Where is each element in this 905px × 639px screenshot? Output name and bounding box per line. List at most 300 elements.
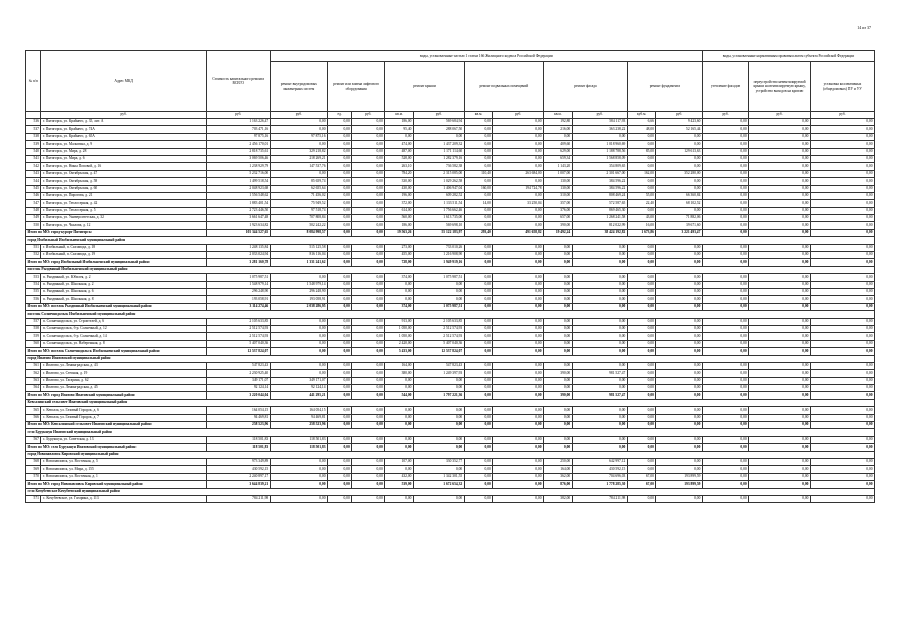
value-cell: 614,00	[385, 207, 414, 214]
value-cell: 0,00	[328, 215, 352, 222]
row-address: г. Новопавловск, ул. Восточная, д. 1	[41, 473, 206, 480]
value-cell: 0,00	[810, 407, 874, 414]
value-cell: 0,00	[810, 126, 874, 133]
value-cell: 0,00	[702, 495, 748, 502]
header-group-row	[26, 51, 875, 62]
value-cell: 0,00	[702, 222, 748, 229]
value-cell: 0,00	[627, 141, 656, 148]
value-cell: 0,00	[493, 348, 544, 355]
value-cell: 572 587,65	[572, 200, 627, 207]
value-cell: 0,00	[493, 436, 544, 443]
value-cell: 0,00	[413, 288, 464, 295]
value-cell: 0,00	[572, 325, 627, 332]
value-cell: 1 018 960,69	[572, 141, 627, 148]
value-cell: 1 029 262,58	[413, 178, 464, 185]
value-cell: 0,00	[702, 119, 748, 126]
value-cell: 642 997,12	[572, 458, 627, 465]
header-meters: установка коллективных (общедомовых) ПУ и УУ	[810, 62, 874, 112]
value-cell: 0,00	[749, 495, 811, 502]
table-row	[26, 215, 875, 222]
row-address: г. Пятигорск, ул. Чкалова, д. 12	[41, 222, 206, 229]
value-cell: 0,00	[656, 296, 702, 303]
row-address: г. Новопавловск, ул. Мира, д. 155	[41, 466, 206, 473]
value-cell: 110,40	[464, 170, 493, 177]
value-cell: 1 075 987,51	[206, 274, 270, 281]
value-cell: 0,00	[328, 414, 352, 421]
value-cell: 0,00	[749, 414, 811, 421]
value-cell: 0,00	[627, 362, 656, 369]
value-cell: 0,00	[749, 259, 811, 266]
value-cell: 0,00	[627, 407, 656, 414]
value-cell: 0,00	[493, 377, 544, 384]
row-address: с. Кевсала, ул. Газовый Городок, д. 6	[41, 407, 206, 414]
value-cell: 8 084 998,57	[270, 229, 327, 236]
value-cell: 0,00	[493, 133, 544, 140]
row-number: 557	[26, 318, 41, 325]
value-cell: 0,00	[627, 303, 656, 310]
value-cell: 0,00	[749, 348, 811, 355]
value-cell: 0,00	[328, 185, 352, 192]
value-cell: 0,00	[627, 466, 656, 473]
value-cell: 0,00	[810, 414, 874, 421]
value-cell: 0,00	[464, 288, 493, 295]
value-cell: 0,00	[464, 458, 493, 465]
value-cell: 515 125,58	[270, 244, 327, 251]
value-cell: 0,00	[702, 348, 748, 355]
value-cell: 973 349,89	[206, 458, 270, 465]
value-cell: 43,00	[627, 215, 656, 222]
value-cell: 0,00	[749, 163, 811, 170]
value-cell: 0,00	[656, 444, 702, 451]
value-cell: 160,00	[464, 185, 493, 192]
value-cell: 0,00	[656, 325, 702, 332]
value-cell: 6,66	[627, 119, 656, 126]
row-address: п. Рыздвяный, ул. Школьная, д. 8	[41, 296, 206, 303]
value-cell: 0,00	[544, 318, 573, 325]
row-number: 537	[26, 126, 41, 133]
value-cell: 1 249 397,93	[413, 370, 464, 377]
value-cell: 0,00	[572, 333, 627, 340]
value-cell: 0,00	[810, 207, 874, 214]
value-cell: 0,00	[572, 340, 627, 347]
value-cell: 0,00	[270, 126, 327, 133]
value-cell: 258 523,96	[270, 422, 327, 429]
value-cell: 0,00	[328, 163, 352, 170]
section-header-row	[26, 355, 875, 362]
value-cell: 0,00	[572, 274, 627, 281]
section-title: город Новопавловск Кировский муниципальный район	[26, 451, 875, 458]
value-cell: 5 407 040,36	[206, 340, 270, 347]
value-cell: 0,00	[270, 458, 327, 465]
value-cell: 0,00	[385, 296, 414, 303]
value-cell: 1 499 518,54	[206, 178, 270, 185]
value-cell: 2 512 574,93	[413, 325, 464, 332]
value-cell: 85 659,74	[270, 178, 327, 185]
value-cell: 0,00	[352, 126, 385, 133]
value-cell: 0,00	[464, 296, 493, 303]
value-cell: 0,00	[464, 126, 493, 133]
value-cell: 0,00	[464, 318, 493, 325]
value-cell: 1 216 908,90	[413, 252, 464, 259]
value-cell: 0,00	[328, 385, 352, 392]
value-cell: 0,00	[464, 407, 493, 414]
subtotal-label: Итого по МО: город Ипатово Ипатовский муниципальный район:	[26, 392, 207, 399]
value-cell: 0,00	[493, 466, 544, 473]
value-cell: 0,00	[352, 207, 385, 214]
table-row	[26, 126, 875, 133]
value-cell: 0,00	[572, 252, 627, 259]
value-cell: 330,00	[385, 178, 414, 185]
value-cell: 0,00	[328, 133, 352, 140]
row-address: п. Солнечнодольск, ул. Строителей, д. 6	[41, 318, 206, 325]
value-cell: 372,00	[385, 200, 414, 207]
value-cell: 0,00	[493, 274, 544, 281]
value-cell: 374,00	[385, 303, 414, 310]
value-cell: 0,00	[702, 192, 748, 199]
section-header-row	[26, 451, 875, 458]
row-address: п. Солнечнодольск, б-р. Солнечный, д. 12	[41, 325, 206, 332]
value-cell: 0,00	[749, 244, 811, 251]
row-number: 543	[26, 170, 41, 177]
value-cell: 0,00	[493, 207, 544, 214]
value-cell: 0,00	[493, 215, 544, 222]
value-cell: 0,00	[464, 163, 493, 170]
value-cell: 19 492,24	[544, 229, 573, 236]
value-cell: 0,00	[627, 259, 656, 266]
value-cell: 0,00	[627, 296, 656, 303]
row-address: г. Пятигорск, ул. Теплосерная, д. 42	[41, 200, 206, 207]
table-row	[26, 281, 875, 288]
value-cell: 97 875,16	[270, 133, 327, 140]
value-cell: 329 218,82	[270, 148, 327, 155]
value-cell: 0,00	[328, 481, 352, 488]
value-cell: 0,00	[810, 288, 874, 295]
value-cell: 0,00	[544, 407, 573, 414]
table-row	[26, 133, 875, 140]
value-cell: 0,00	[656, 495, 702, 502]
value-cell: 0,00	[464, 281, 493, 288]
table-row	[26, 178, 875, 185]
value-cell: 0,00	[702, 288, 748, 295]
value-cell: 0,00	[328, 473, 352, 480]
value-cell: 0,00	[656, 155, 702, 162]
value-cell: 0,00	[328, 303, 352, 310]
value-cell: 1 613 735,00	[413, 215, 464, 222]
value-cell: 0,00	[749, 296, 811, 303]
value-cell: 0,00	[810, 348, 874, 355]
table-row	[26, 222, 875, 229]
value-cell: 0,00	[464, 348, 493, 355]
value-cell: 362,00	[544, 473, 573, 480]
value-cell: 0,00	[810, 281, 874, 288]
value-cell: 0,00	[413, 495, 464, 502]
header-roof: ремонт крыши	[385, 62, 464, 112]
value-cell: 0,00	[702, 296, 748, 303]
value-cell: 105 344 527,65	[206, 229, 270, 236]
value-cell: 0,00	[702, 444, 748, 451]
section-title: село Бурукшун Ипатовский муниципальный район	[26, 429, 875, 436]
section-title: поселок Солнечнодольск Изобильненский муниципальный район	[26, 311, 875, 318]
value-cell: 0,00	[464, 481, 493, 488]
table-row	[26, 252, 875, 259]
value-cell: 0,00	[749, 126, 811, 133]
row-number: 555	[26, 288, 41, 295]
value-cell: 0,00	[702, 318, 748, 325]
header-group-a: виды, установленные частью 1 статьи 166 Жилищного кодекса Российской Федерации	[270, 51, 702, 62]
value-cell: 0,00	[328, 436, 352, 443]
value-cell: 0,00	[702, 414, 748, 421]
subtotal-label: Итого по МО: поселок Рыздвяный Изобильненский муниципальный район:	[26, 303, 207, 310]
value-cell: 1 342 301,55	[413, 473, 464, 480]
value-cell: 258 523,96	[206, 422, 270, 429]
value-cell: 528,00	[385, 155, 414, 162]
subtotal-row	[26, 229, 875, 236]
value-cell: 0,00	[810, 444, 874, 451]
table-row	[26, 288, 875, 295]
table-row	[26, 192, 875, 199]
value-cell: 22,40	[627, 200, 656, 207]
row-number: 571	[26, 495, 41, 502]
value-cell: 0,00	[627, 281, 656, 288]
value-cell: 0,00	[810, 163, 874, 170]
subtotal-row	[26, 422, 875, 429]
section-header-row	[26, 488, 875, 495]
value-cell: 193 899,59	[656, 473, 702, 480]
section-header-row	[26, 266, 875, 273]
value-cell: 0,00	[702, 473, 748, 480]
value-cell: 0,00	[572, 281, 627, 288]
value-cell: 384 596,22	[572, 178, 627, 185]
row-address: п. Рыздвяный, ул. Школьная, д. 2	[41, 281, 206, 288]
value-cell: 0,00	[493, 318, 544, 325]
row-address: п. Рыздвяный, ул. Юбилея, д. 2	[41, 274, 206, 281]
value-cell: 0,00	[572, 288, 627, 295]
value-cell: 0,00	[627, 155, 656, 162]
value-cell: 430 592,15	[572, 466, 627, 473]
value-cell: 5 232 716,00	[206, 170, 270, 177]
value-cell: 0,00	[352, 200, 385, 207]
value-cell: 1 050,00	[385, 325, 414, 332]
value-cell: 0,00	[352, 458, 385, 465]
row-number: 536	[26, 119, 41, 126]
value-cell: 0,00	[810, 392, 874, 399]
value-cell: 0,00	[810, 370, 874, 377]
table-row	[26, 458, 875, 465]
value-cell: 38 424 192,82	[572, 229, 627, 236]
row-address: г. Пятигорск, ул. Октябрьская, д. 60	[41, 185, 206, 192]
value-cell: 0,00	[464, 252, 493, 259]
section-header-row	[26, 311, 875, 318]
value-cell: 2 512 574,93	[413, 333, 464, 340]
value-cell: 0,00	[544, 340, 573, 347]
value-cell: 0,00	[656, 303, 702, 310]
value-cell: 0,00	[464, 370, 493, 377]
value-cell: 0,00	[749, 200, 811, 207]
value-cell: 0,00	[352, 348, 385, 355]
value-cell: 0,00	[328, 318, 352, 325]
value-cell: 164,00	[544, 466, 573, 473]
value-cell: 0,00	[385, 436, 414, 443]
row-address: г. Пятигорск, ул. Мира, д. 28	[41, 148, 206, 155]
value-cell: 609 282,52	[413, 192, 464, 199]
row-address: г. Пятигорск, ул. Малыгина, д. 9	[41, 141, 206, 148]
table-row	[26, 170, 875, 177]
value-cell: 0,00	[464, 414, 493, 421]
value-cell: 118 501,83	[270, 436, 327, 443]
value-cell: 0,00	[328, 229, 352, 236]
value-cell: 0,00	[464, 392, 493, 399]
value-cell: 0,00	[749, 207, 811, 214]
value-cell: 0,00	[352, 481, 385, 488]
value-cell: 1 568 858,09	[572, 155, 627, 162]
value-cell: 0,00	[810, 185, 874, 192]
value-cell: 118 501,83	[270, 444, 327, 451]
value-cell: 0,00	[352, 141, 385, 148]
value-cell: 0,00	[810, 340, 874, 347]
value-cell: 0,00	[464, 385, 493, 392]
value-cell: 0,00	[702, 436, 748, 443]
header-facade: ремонт фасада	[544, 62, 628, 112]
value-cell: 0,00	[270, 495, 327, 502]
value-cell: 92 124,14	[270, 385, 327, 392]
value-cell: 0,00	[627, 458, 656, 465]
value-cell: 0,00	[328, 274, 352, 281]
value-cell: 0,00	[493, 252, 544, 259]
value-cell: 0,00	[627, 422, 656, 429]
value-cell: 0,00	[810, 192, 874, 199]
value-cell: 1 949 919,16	[413, 259, 464, 266]
table-row	[26, 119, 875, 126]
unit-cell: руб.	[572, 112, 627, 119]
value-cell: 0,00	[749, 340, 811, 347]
value-cell: 0,00	[328, 281, 352, 288]
value-cell: 0,00	[464, 362, 493, 369]
value-cell: 0,00	[656, 362, 702, 369]
value-cell: 539,00	[385, 481, 414, 488]
section-header-row	[26, 429, 875, 436]
value-cell: 0,00	[493, 163, 544, 170]
row-address: г. Ипатово, ул. Степная, д. 19	[41, 370, 206, 377]
value-cell: 816 116,04	[270, 252, 327, 259]
value-cell: 0,00	[352, 444, 385, 451]
header-elevator: ремонт или замена лифтового оборудования	[328, 62, 385, 112]
value-cell: 0,00	[493, 303, 544, 310]
value-cell: 380,00	[385, 370, 414, 377]
value-cell: 0,00	[702, 458, 748, 465]
value-cell: 0,00	[627, 288, 656, 295]
value-cell: 52 165,44	[656, 126, 702, 133]
value-cell: 0,00	[352, 229, 385, 236]
row-number: 567	[26, 436, 41, 443]
value-cell: 0,00	[464, 141, 493, 148]
value-cell: 0,00	[627, 340, 656, 347]
value-cell: 0,00	[627, 207, 656, 214]
value-cell: 0,00	[749, 215, 811, 222]
value-cell: 0,00	[352, 392, 385, 399]
value-cell: 0,00	[385, 495, 414, 502]
row-number: 548	[26, 207, 41, 214]
value-cell: 0,00	[572, 303, 627, 310]
value-cell: 0,00	[328, 407, 352, 414]
value-cell: 0,00	[328, 392, 352, 399]
value-cell: 0,00	[493, 362, 544, 369]
value-cell: 0,00	[464, 274, 493, 281]
value-cell: 194 724,78	[493, 185, 544, 192]
value-cell: 310,00	[544, 192, 573, 199]
value-cell: 0,00	[270, 333, 327, 340]
value-cell: 0,00	[544, 444, 573, 451]
subtotal-row	[26, 444, 875, 451]
value-cell: 1 672 654,32	[413, 481, 464, 488]
value-cell: 0,00	[328, 170, 352, 177]
row-address: г. Пятигорск, ул. Октябрьская, д. 58	[41, 178, 206, 185]
table-row	[26, 155, 875, 162]
value-cell: 0,00	[544, 133, 573, 140]
subtotal-row	[26, 481, 875, 488]
value-cell: 0,00	[352, 163, 385, 170]
value-cell: 784 211,98	[572, 495, 627, 502]
value-cell: 0,00	[464, 178, 493, 185]
value-cell: 3 281 160,78	[206, 259, 270, 266]
value-cell: 2 048 923,68	[206, 185, 270, 192]
value-cell: 1 248 135,84	[206, 244, 270, 251]
value-cell: 0,00	[656, 466, 702, 473]
value-cell: 0,00	[493, 414, 544, 421]
value-cell: 129 613,63	[656, 148, 702, 155]
value-cell: 0,00	[328, 370, 352, 377]
value-cell: 0,00	[572, 414, 627, 421]
value-cell: 118 501,83	[206, 444, 270, 451]
value-cell: 390,00	[544, 370, 573, 377]
value-cell: 0,00	[328, 192, 352, 199]
value-cell: 0,00	[352, 252, 385, 259]
row-number: 565	[26, 407, 41, 414]
value-cell: 0,00	[702, 133, 748, 140]
row-number: 566	[26, 414, 41, 421]
value-cell: 0,00	[385, 133, 414, 140]
value-cell: 0,00	[656, 244, 702, 251]
value-cell: 376,00	[544, 207, 573, 214]
value-cell: 0,00	[352, 436, 385, 443]
value-cell: 1 143,20	[544, 163, 573, 170]
value-cell: 0,00	[702, 141, 748, 148]
value-cell: 97 518,74	[270, 207, 327, 214]
value-cell: 430 592,15	[206, 466, 270, 473]
value-cell: 0,00	[702, 215, 748, 222]
value-cell: 0,00	[464, 155, 493, 162]
section-title: поселок Рыздвяный Изобильненский муниципальный район	[26, 266, 875, 273]
value-cell: 0,00	[810, 495, 874, 502]
value-cell: 288 067,50	[413, 126, 464, 133]
value-cell: 2 512 574,93	[206, 333, 270, 340]
row-number: 551	[26, 244, 41, 251]
unit-cell: руб.	[352, 112, 385, 119]
value-cell: 0,00	[328, 296, 352, 303]
value-cell: 196,00	[385, 192, 414, 199]
unit-cell-empty	[26, 112, 41, 119]
row-number: 542	[26, 163, 41, 170]
value-cell: 0,00	[493, 473, 544, 480]
value-cell: 164 054,15	[270, 407, 327, 414]
value-cell: 0,00	[749, 141, 811, 148]
row-number: 546	[26, 192, 41, 199]
value-cell: 0,00	[352, 340, 385, 347]
value-cell: 569 698,10	[413, 222, 464, 229]
value-cell: 1 075 987,51	[413, 303, 464, 310]
value-cell: 12 537 824,07	[206, 348, 270, 355]
table-row	[26, 495, 875, 502]
value-cell: 0,00	[413, 436, 464, 443]
